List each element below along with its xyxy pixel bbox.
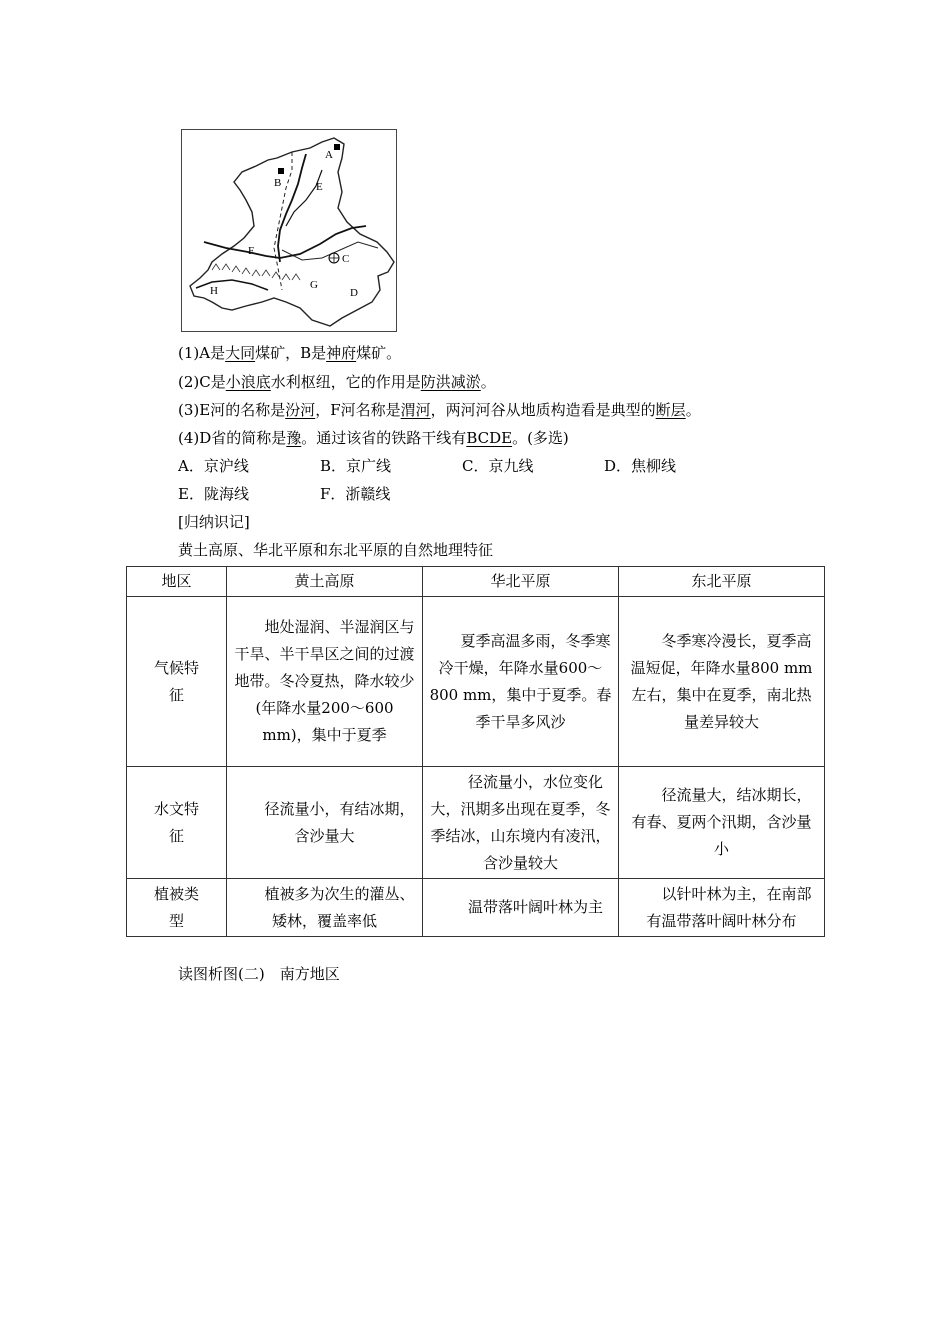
question-2: (2)C是小浪底水利枢纽，它的作用是防洪减淤。	[178, 373, 496, 391]
table-cell: 径流量小，有结冰期，含沙量大	[227, 767, 423, 879]
answer: 渭河	[400, 401, 431, 419]
region-map	[182, 130, 398, 333]
table-cell: 径流量小，水位变化大，汛期多出现在夏季，冬季结冰，山东境内有凌汛，含沙量较大	[423, 767, 619, 879]
map-figure	[181, 129, 397, 332]
mountain-range	[212, 264, 300, 280]
table-title: 黄土高原、华北平原和东北平原的自然地理特征	[178, 541, 494, 559]
header-cell: 华北平原	[423, 567, 619, 597]
map-label-b: B	[274, 177, 282, 189]
table-cell: 夏季高温多雨，冬季寒冷干燥，年降水量600～800 mm，集中于夏季。春季干旱多风沙	[423, 597, 619, 767]
row-label: 植被类型	[127, 879, 227, 937]
option-c: C．京九线	[462, 457, 534, 475]
mine-a-marker	[334, 144, 340, 150]
question-1: (1)A是大同煤矿，B是神府煤矿。	[178, 344, 402, 362]
table-row	[127, 597, 825, 767]
table-cell: 以针叶林为主，在南部有温带落叶阔叶林分布	[619, 879, 825, 937]
option-f: F．浙赣线	[320, 485, 391, 503]
header-cell: 黄土高原	[227, 567, 423, 597]
answer: 防洪减淤	[420, 373, 481, 391]
map-label-c: C	[342, 253, 350, 265]
feature-table	[126, 566, 825, 937]
answer: 神府	[326, 344, 357, 362]
table-cell: 地处湿润、半湿润区与干旱、半干旱区之间的过渡地带。冬冷夏热，降水较少(年降水量200～600 mm)，集中于夏季	[227, 597, 423, 767]
answer: 豫	[286, 429, 302, 447]
table-cell: 植被多为次生的灌丛、矮林，覆盖率低	[227, 879, 423, 937]
mine-b-marker	[278, 168, 284, 174]
table-row	[127, 767, 825, 879]
summary-heading: [归纳识记]	[178, 513, 250, 531]
map-label-d: D	[350, 287, 358, 299]
answer: 小浪底	[225, 373, 271, 391]
option-b: B．京广线	[320, 457, 392, 475]
table-cell: 温带落叶阔叶林为主	[423, 879, 619, 937]
option-d: D．焦柳线	[604, 457, 677, 475]
question-4: (4)D省的简称是豫。通过该省的铁路干线有BCDE。(多选)	[178, 429, 569, 447]
section-heading: 读图析图(二) 南方地区	[178, 965, 340, 983]
option-a: A．京沪线	[178, 457, 249, 475]
map-label-e: E	[316, 181, 323, 193]
table-row	[127, 879, 825, 937]
row-label: 气候特征	[127, 597, 227, 767]
map-label-g: G	[310, 279, 318, 291]
option-e: E．陇海线	[178, 485, 249, 503]
answer: 汾河	[285, 401, 316, 419]
river-h	[196, 280, 268, 290]
border-line	[282, 242, 378, 260]
header-cell: 东北平原	[619, 567, 825, 597]
answer: BCDE	[466, 429, 513, 447]
table-header-row	[127, 567, 825, 597]
row-label: 水文特征	[127, 767, 227, 879]
table-cell: 冬季寒冷漫长，夏季高温短促，年降水量800 mm左右，集中在夏季，南北热量差异较大	[619, 597, 825, 767]
answer: 断层	[655, 401, 686, 419]
map-label-f: F	[248, 245, 255, 257]
answer: 大同	[225, 344, 256, 362]
header-cell: 地区	[127, 567, 227, 597]
river-e-branch	[286, 170, 322, 226]
map-label-a: A	[325, 149, 333, 161]
map-label-h: H	[210, 285, 218, 297]
question-3: (3)E河的名称是汾河，F河名称是渭河，两河河谷从地质构造看是典型的断层。	[178, 401, 701, 419]
table-cell: 径流量大，结冰期长，有春、夏两个汛期，含沙量小	[619, 767, 825, 879]
